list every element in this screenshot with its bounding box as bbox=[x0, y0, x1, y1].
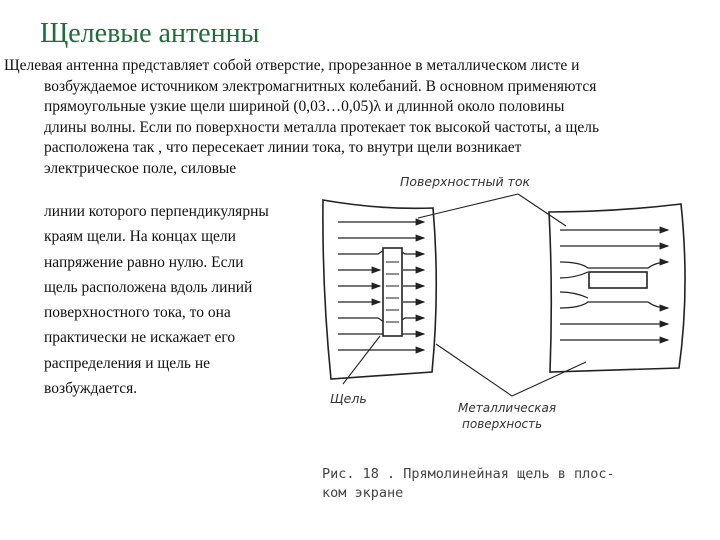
paragraph-line: напряжение равно нулю. Если bbox=[44, 253, 244, 271]
slot-label: Щель bbox=[330, 391, 367, 406]
paragraph-line: возбуждаемое источником электромагнитных колебаний. В основном применяются bbox=[44, 77, 597, 95]
current-line-arrow bbox=[560, 262, 668, 268]
vertical-slot bbox=[383, 248, 402, 336]
paragraph-line: распределения и щель не bbox=[44, 354, 211, 372]
metal-surface-label-line1: Металлическая bbox=[458, 401, 557, 415]
paragraph-line: краям щели. На концах щели bbox=[44, 228, 236, 246]
current-line-arrow bbox=[338, 250, 424, 254]
current-line bbox=[560, 292, 588, 298]
left-metal-plate bbox=[323, 200, 436, 379]
paragraph-line: длины волны. Если по поверхности металла протекает ток высокой частоты, а щель bbox=[44, 118, 600, 136]
paragraph-line: электрическое поле, силовые bbox=[44, 159, 237, 177]
paragraph-line: линии которого перпендикулярны bbox=[44, 203, 269, 220]
left-current-lines bbox=[338, 222, 424, 350]
current-line bbox=[560, 272, 588, 278]
current-line-arrow bbox=[338, 318, 424, 322]
paragraph-line: возбуждается. bbox=[44, 380, 138, 398]
paragraph-line: практически не искажает его bbox=[44, 329, 236, 347]
paragraph-line: расположена так , что пересекает линии тока, то внутри щели возникает bbox=[44, 139, 522, 156]
slide-title: Щелевые антенны bbox=[40, 18, 260, 49]
metal-surface-label-line2: поверхность bbox=[462, 417, 543, 431]
paragraph-line: поверхностного тока, то она bbox=[44, 304, 231, 322]
slot-antenna-figure bbox=[318, 165, 718, 510]
figure-caption-line1: Рис. 18 . Прямолинейная щель в плос- bbox=[322, 466, 615, 482]
intro-paragraph bbox=[4, 56, 700, 179]
horizontal-slot bbox=[589, 272, 647, 288]
paragraph-line: Щелевая антенна представляет собой отверстие, прорезанное в металлическом листе и bbox=[4, 57, 580, 74]
paragraph-line: щель расположена вдоль линий bbox=[44, 278, 253, 296]
paragraph-line: прямоугольные узкие щели шириной (0,03…0,05)λ и длинной около половины bbox=[44, 98, 565, 115]
side-paragraph bbox=[44, 199, 324, 401]
figure-caption-line2: ком экране bbox=[322, 485, 404, 501]
surface-current-label: Поверхностный ток bbox=[400, 174, 531, 189]
current-line-arrow bbox=[560, 302, 668, 308]
